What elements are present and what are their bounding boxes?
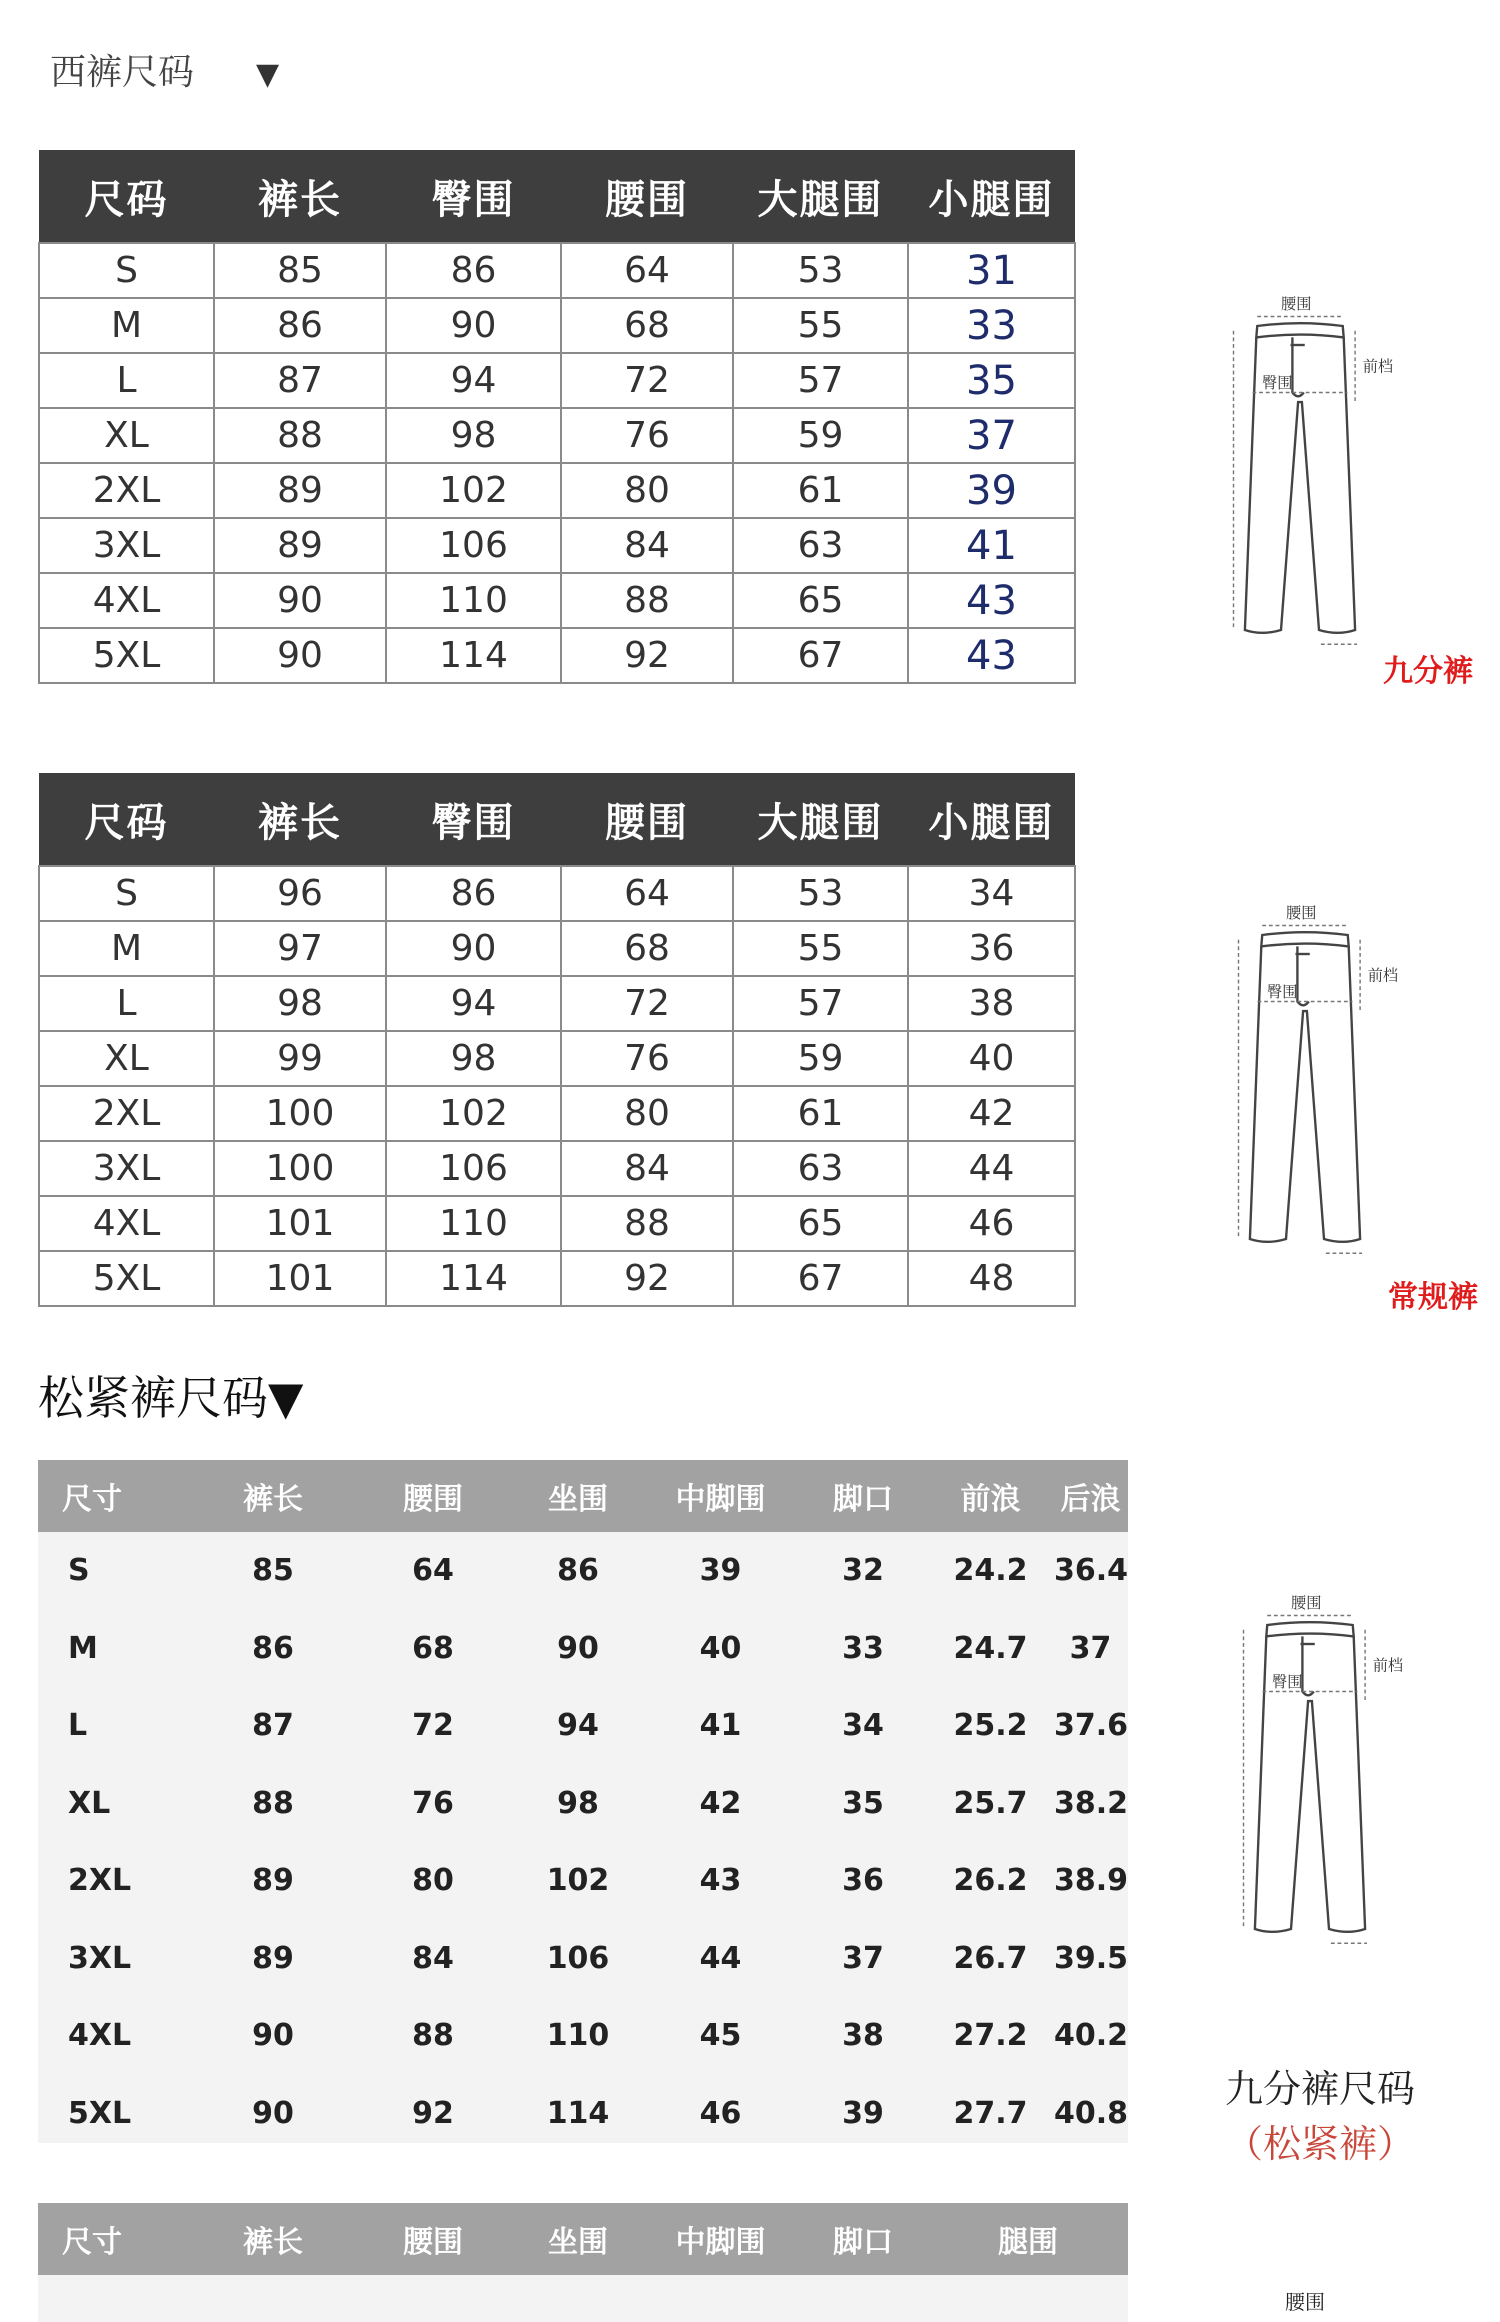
table-cell: 114	[546, 2095, 610, 2131]
table-cell: 90	[557, 1630, 599, 1666]
section-title-trousers	[50, 44, 279, 95]
trousers-size-table-ninth	[38, 150, 1076, 684]
table-cell: XL	[39, 408, 214, 463]
table-cell: 90	[214, 573, 386, 628]
diagram-label: 臀围	[1272, 1672, 1303, 1691]
table-cell: 2XL	[39, 463, 214, 518]
table-cell: 61	[733, 463, 908, 518]
column-header: 尺码	[39, 150, 214, 243]
table-cell: 26.7	[953, 1940, 1028, 1976]
column-header: 腰围	[353, 2203, 513, 2275]
table-cell: M	[68, 1630, 98, 1666]
table-cell: 72	[412, 1708, 454, 1744]
elastic-size-table-2	[38, 2203, 1128, 2275]
table-cell: 86	[386, 866, 561, 921]
pants-type-label: 常规裤	[1388, 1280, 1478, 1315]
table-cell: 39	[699, 1553, 742, 1589]
table-cell: 106	[386, 1141, 561, 1196]
pants-type-label: 九分裤	[1383, 654, 1473, 689]
table-row	[38, 1997, 1128, 2075]
table-cell: 63	[733, 518, 908, 573]
table-row	[38, 1610, 1128, 1688]
caption-line-2: （松紧裤）	[1224, 2122, 1415, 2166]
table-cell: 37	[842, 1940, 884, 1976]
table-row	[39, 1251, 1075, 1306]
table-row	[38, 1765, 1128, 1843]
table-cell: 72	[561, 976, 733, 1031]
column-header: 小腿围	[908, 150, 1075, 243]
table-cell: 89	[252, 1940, 294, 1976]
table-cell: 4XL	[39, 1196, 214, 1251]
table-cell: 36	[908, 921, 1075, 976]
table-cell: 61	[733, 1086, 908, 1141]
table-cell: 99	[214, 1031, 386, 1086]
table-cell: 110	[386, 573, 561, 628]
table-cell: 57	[733, 353, 908, 408]
table-cell: 3XL	[68, 1940, 132, 1976]
table-header	[38, 2203, 1128, 2275]
table-row	[39, 628, 1075, 683]
diagram-label: 前档	[1372, 1656, 1404, 1675]
table-cell: 64	[412, 1553, 454, 1589]
table-cell: L	[39, 976, 214, 1031]
table-cell: 94	[386, 353, 561, 408]
table-cell: 97	[214, 921, 386, 976]
table-cell: 90	[386, 298, 561, 353]
table-cell: 84	[561, 1141, 733, 1196]
table-cell: 41	[908, 518, 1075, 573]
table-cell: 4XL	[39, 573, 214, 628]
table-body	[39, 866, 1075, 1306]
table-cell: 101	[214, 1251, 386, 1306]
table-cell: 55	[733, 298, 908, 353]
table-cell: 27.7	[953, 2095, 1028, 2131]
table-row	[39, 921, 1075, 976]
table-cell: 80	[412, 1863, 454, 1899]
diagram-label: 腰围	[1281, 294, 1312, 313]
table-cell: 34	[842, 1708, 884, 1744]
table-cell: 84	[561, 518, 733, 573]
table-header	[39, 773, 1075, 866]
table-cell: M	[39, 921, 214, 976]
column-header: 裤长	[214, 150, 386, 243]
table-cell: 102	[546, 1863, 610, 1899]
column-header: 尺码	[39, 773, 214, 866]
table-cell: 67	[733, 1251, 908, 1306]
table-cell: 106	[546, 1940, 610, 1976]
column-header: 尺寸	[38, 2203, 193, 2275]
table-cell: 36	[842, 1863, 884, 1899]
table-cell: 59	[733, 408, 908, 463]
table-cell: 86	[252, 1630, 294, 1666]
table-cell: 3XL	[39, 1141, 214, 1196]
table-cell: 92	[561, 1251, 733, 1306]
table-cell: 94	[386, 976, 561, 1031]
table-cell: S	[68, 1553, 90, 1589]
table-cell: 94	[557, 1708, 599, 1744]
table-cell: 98	[214, 976, 386, 1031]
table-cell: 35	[908, 353, 1075, 408]
table-header	[39, 150, 1075, 243]
table-cell: 38.9	[1054, 1863, 1129, 1899]
table-cell: 88	[214, 408, 386, 463]
pants-diagram-regular	[1210, 872, 1400, 1302]
pants-diagram-elastic	[1215, 1542, 1405, 2012]
table-cell: 80	[561, 1086, 733, 1141]
table-cell: 76	[561, 1031, 733, 1086]
table-row	[39, 463, 1075, 518]
table-cell: M	[39, 298, 214, 353]
table-cell: 68	[561, 921, 733, 976]
table-cell: 98	[386, 408, 561, 463]
table-cell: 87	[252, 1708, 294, 1744]
table-cell: 88	[412, 2018, 454, 2054]
table-cell: 40	[908, 1031, 1075, 1086]
table-cell: 35	[842, 1785, 884, 1821]
table-cell: 33	[908, 298, 1075, 353]
table-row	[39, 573, 1075, 628]
table-cell: 98	[386, 1031, 561, 1086]
table-cell: 53	[733, 243, 908, 298]
table-cell: 100	[214, 1086, 386, 1141]
table-cell: L	[39, 353, 214, 408]
table-row	[38, 1842, 1128, 1920]
diagram-label: 腰围	[1291, 1593, 1322, 1612]
table-row	[38, 1920, 1128, 1998]
table-row	[39, 353, 1075, 408]
table-cell: 24.7	[953, 1630, 1028, 1666]
section-title-elastic: 松紧裤尺码▼	[38, 1371, 304, 1425]
table-cell: 86	[557, 1553, 599, 1589]
table-cell: 90	[386, 921, 561, 976]
table-row	[39, 298, 1075, 353]
column-header: 臀围	[386, 150, 561, 243]
column-header: 中脚围	[643, 1460, 798, 1532]
table-cell: 3XL	[39, 518, 214, 573]
column-header: 腰围	[353, 1460, 513, 1532]
table-cell: 114	[386, 628, 561, 683]
table-cell: 84	[412, 1940, 454, 1976]
table-cell: 2XL	[39, 1086, 214, 1141]
table-row	[39, 408, 1075, 463]
table-cell: 87	[214, 353, 386, 408]
table-cell: 41	[699, 1708, 742, 1744]
table-cell: 92	[561, 628, 733, 683]
table-cell: 85	[252, 1553, 294, 1589]
table-cell: 76	[412, 1785, 454, 1821]
table-cell: 67	[733, 628, 908, 683]
table-cell: 48	[908, 1251, 1075, 1306]
table-cell: 102	[386, 1086, 561, 1141]
table-cell: 76	[561, 408, 733, 463]
pants-outline-icon	[1215, 1542, 1405, 2012]
column-header: 裤长	[193, 2203, 353, 2275]
table-cell: 4XL	[68, 2018, 132, 2054]
table-cell: 96	[214, 866, 386, 921]
table-cell: 90	[252, 2095, 294, 2131]
table-cell: 43	[908, 628, 1075, 683]
table-row	[39, 1086, 1075, 1141]
column-header: 后浪	[1053, 1460, 1128, 1532]
table-cell: 24.2	[953, 1553, 1028, 1589]
trousers-size-table-regular	[38, 773, 1076, 1307]
column-header: 大腿围	[733, 773, 908, 866]
table-cell: 89	[214, 518, 386, 573]
diagram-label: 臀围	[1262, 373, 1293, 392]
table-cell: 88	[252, 1785, 294, 1821]
table-cell: 101	[214, 1196, 386, 1251]
table-row	[39, 976, 1075, 1031]
column-header: 尺寸	[38, 1460, 193, 1532]
table-cell: 88	[561, 573, 733, 628]
table-cell: 43	[699, 1863, 742, 1899]
table-cell: 39.5	[1054, 1940, 1129, 1976]
table-cell: 2XL	[68, 1863, 132, 1899]
table-cell: 64	[561, 243, 733, 298]
diagram-label: 腰围	[1286, 903, 1317, 922]
table-cell: 110	[386, 1196, 561, 1251]
table-cell: 53	[733, 866, 908, 921]
table-cell: 27.2	[953, 2018, 1028, 2054]
table-cell: 39	[908, 463, 1075, 518]
table-cell: 98	[557, 1785, 599, 1821]
table-cell: 37	[1069, 1630, 1112, 1666]
dropdown-triangle-icon: ▼	[256, 57, 280, 92]
table-row	[39, 1141, 1075, 1196]
section-title-text: 西裤尺码	[50, 52, 195, 93]
column-header: 前浪	[928, 1460, 1053, 1532]
table-row	[39, 1196, 1075, 1251]
table-cell: L	[68, 1708, 88, 1744]
table-cell: 36.4	[1054, 1553, 1129, 1589]
elastic-size-table-panel	[38, 1460, 1128, 2143]
table-row	[39, 243, 1075, 298]
table-cell: 26.2	[953, 1863, 1028, 1899]
column-header: 脚口	[798, 2203, 928, 2275]
table-row	[39, 866, 1075, 921]
table-header	[38, 1460, 1128, 1532]
table-cell: 45	[699, 2018, 742, 2054]
table-cell: 5XL	[39, 628, 214, 683]
table-cell: 65	[733, 573, 908, 628]
table-cell: 92	[412, 2095, 454, 2131]
table-cell: 68	[412, 1630, 454, 1666]
table-cell: 43	[908, 573, 1075, 628]
diagram-label: 前档	[1367, 966, 1399, 985]
table-cell: 86	[214, 298, 386, 353]
table-cell: 40.2	[1054, 2018, 1129, 2054]
table-row	[39, 1031, 1075, 1086]
table-cell: 80	[561, 463, 733, 518]
table-cell: 40	[699, 1630, 742, 1666]
column-header: 坐围	[513, 1460, 643, 1532]
table-cell: 46	[908, 1196, 1075, 1251]
table-cell: 5XL	[68, 2095, 132, 2131]
table-cell: XL	[68, 1785, 111, 1821]
table-cell: 25.7	[953, 1785, 1028, 1821]
table-cell: 38	[842, 2018, 884, 2054]
table-cell: 85	[214, 243, 386, 298]
table-cell: XL	[39, 1031, 214, 1086]
table-cell: 102	[386, 463, 561, 518]
table-cell: S	[39, 866, 214, 921]
table-cell: 110	[546, 2018, 610, 2054]
table-cell: 37.6	[1054, 1708, 1129, 1744]
column-header: 裤长	[193, 1460, 353, 1532]
table-cell: 89	[252, 1863, 294, 1899]
column-header: 腰围	[561, 773, 733, 866]
table-cell: 42	[699, 1785, 742, 1821]
table-cell: 63	[733, 1141, 908, 1196]
elastic-size-table-2-panel	[38, 2203, 1128, 2322]
column-header: 脚口	[798, 1460, 928, 1532]
table-cell: 68	[561, 298, 733, 353]
table-cell: 90	[252, 2018, 294, 2054]
table-cell: 64	[561, 866, 733, 921]
elastic-size-table	[38, 1460, 1128, 2152]
diagram-label: 前档	[1362, 357, 1394, 376]
table-row	[38, 1532, 1128, 1610]
table-cell: 55	[733, 921, 908, 976]
table-cell: 32	[842, 1553, 884, 1589]
elastic-caption	[1195, 2058, 1445, 2168]
table-cell: 5XL	[39, 1251, 214, 1306]
column-header: 腿围	[928, 2203, 1128, 2275]
column-header: 坐围	[513, 2203, 643, 2275]
table-body	[38, 1532, 1128, 2152]
table-cell: 46	[699, 2095, 742, 2131]
table-cell: 114	[386, 1251, 561, 1306]
table-cell: 100	[214, 1141, 386, 1196]
caption-line-1: 九分裤尺码	[1224, 2067, 1415, 2111]
column-header: 小腿围	[908, 773, 1075, 866]
table-cell: 38.2	[1054, 1785, 1129, 1821]
column-header: 腰围	[561, 150, 733, 243]
table-cell: 65	[733, 1196, 908, 1251]
column-header: 大腿围	[733, 150, 908, 243]
column-header: 中脚围	[643, 2203, 798, 2275]
table-cell: 86	[386, 243, 561, 298]
table-cell: 44	[699, 1940, 742, 1976]
table-cell: 59	[733, 1031, 908, 1086]
column-header: 臀围	[386, 773, 561, 866]
table-cell: 31	[908, 243, 1075, 298]
pants-diagram-ninth	[1205, 278, 1395, 678]
pants-outline-icon	[1205, 278, 1395, 678]
table-cell: 34	[908, 866, 1075, 921]
table-row	[38, 2075, 1128, 2153]
table-cell: 106	[386, 518, 561, 573]
pants-outline-icon	[1210, 872, 1400, 1302]
table-cell: 90	[214, 628, 386, 683]
table-cell: 72	[561, 353, 733, 408]
table-cell: 42	[908, 1086, 1075, 1141]
table-cell: 39	[842, 2095, 884, 2131]
pants-diagram-partial-label: 腰围	[1285, 2290, 1325, 2314]
table-cell: 44	[908, 1141, 1075, 1196]
table-row	[38, 1687, 1128, 1765]
table-cell: 88	[561, 1196, 733, 1251]
table-cell: 38	[908, 976, 1075, 1031]
table-cell: 40.8	[1054, 2095, 1129, 2131]
table-body	[39, 243, 1075, 683]
column-header: 裤长	[214, 773, 386, 866]
table-row	[39, 518, 1075, 573]
table-cell: 89	[214, 463, 386, 518]
table-cell: 33	[842, 1630, 884, 1666]
diagram-label: 臀围	[1267, 982, 1298, 1001]
table-cell: S	[39, 243, 214, 298]
table-cell: 37	[908, 408, 1075, 463]
table-cell: 25.2	[953, 1708, 1028, 1744]
table-cell: 57	[733, 976, 908, 1031]
